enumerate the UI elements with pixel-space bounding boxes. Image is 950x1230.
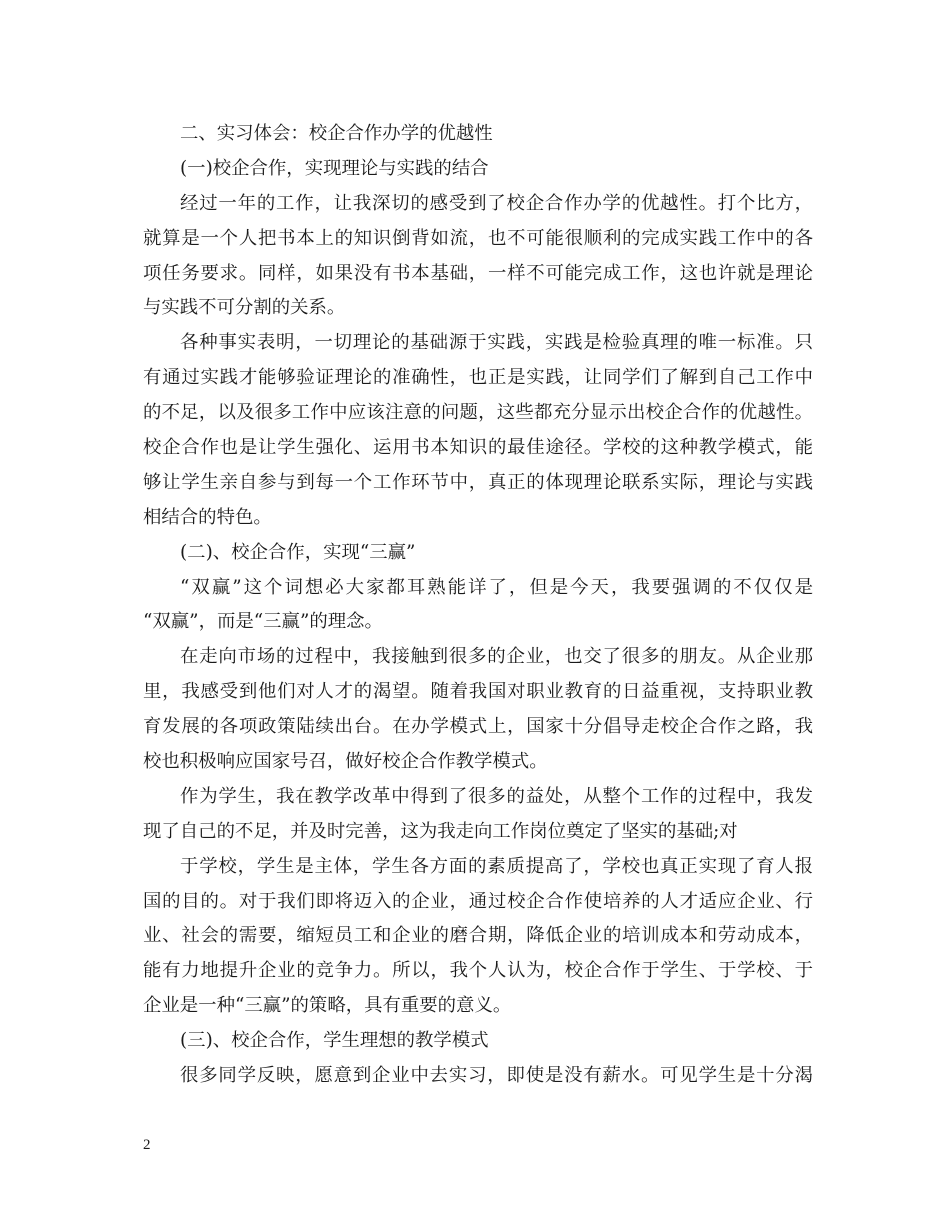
text-line: “双赢”，而是“三赢”的理念。 (143, 611, 383, 633)
text-line: 经过一年的工作，让我深切的感受到了校企合作办学的优越性。打个比方， (180, 192, 813, 214)
text-line: 里，我感受到他们对人才的渴望。随着我国对职业教育的日益重视，支持职业教 (143, 681, 813, 703)
text-line: (一)校企合作，实现理论与实践的结合 (180, 157, 489, 179)
text-line: 够让学生亲自参与到每一个工作环节中，真正的体现理论联系实际，理论与实践 (143, 471, 813, 493)
text-line: 作为学生，我在教学改革中得到了很多的益处，从整个工作的过程中，我发 (180, 785, 813, 807)
text-line: 业、社会的需要，缩短员工和企业的磨合期，降低企业的培训成本和劳动成本， (143, 925, 813, 947)
text-line: 项任务要求。同样，如果没有书本基础，一样不可能完成工作，这也许就是理论 (143, 262, 813, 284)
text-line: 的不足，以及很多工作中应该注意的问题，这些都充分显示出校企合作的优越性。 (143, 402, 813, 424)
text-line: (三)、校企合作，学生理想的教学模式 (180, 1030, 489, 1052)
text-line: 能有力地提升企业的竞争力。所以，我个人认为，校企合作于学生、于学校、于 (143, 960, 813, 982)
text-line: 在走向市场的过程中，我接触到很多的企业，也交了很多的朋友。从企业那 (180, 646, 813, 668)
text-line: 现了自己的不足，并及时完善，这为我走向工作岗位奠定了坚实的基础;对 (143, 820, 738, 842)
text-line: 就算是一个人把书本上的知识倒背如流，也不可能很顺利的完成实践工作中的各 (143, 227, 813, 249)
text-line: (二)、校企合作，实现“三赢” (180, 541, 416, 563)
text-line: 企业是一种“三赢”的策略，具有重要的意义。 (143, 995, 512, 1017)
text-line: 相结合的特色。 (143, 506, 272, 528)
text-line: 校企合作也是让学生强化、运用书本知识的最佳途径。学校的这种教学模式，能 (143, 437, 813, 459)
text-line: “双赢”这个词想必大家都耳熟能详了，但是今天，我要强调的不仅仅是 (180, 576, 813, 598)
text-line: 校也积极响应国家号召，做好校企合作教学模式。 (143, 751, 548, 773)
page-number: 2 (143, 1137, 151, 1153)
text-line: 于学校，学生是主体，学生各方面的素质提高了，学校也真正实现了育人报 (180, 855, 813, 877)
document-body (143, 117, 813, 1094)
text-line: 各种事实表明，一切理论的基础源于实践，实践是检验真理的唯一标准。只 (180, 332, 813, 354)
text-line: 有通过实践才能够验证理论的准确性，也正是实践，让同学们了解到自己工作中 (143, 367, 813, 389)
text-line: 国的目的。对于我们即将迈入的企业，通过校企合作使培养的人才适应企业、行 (143, 890, 813, 912)
text-line: 很多同学反映，愿意到企业中去实习，即使是没有薪水。可见学生是十分渴 (180, 1065, 813, 1087)
text-line: 育发展的各项政策陆续出台。在办学模式上，国家十分倡导走校企合作之路，我 (143, 716, 813, 738)
text-line: 二、实习体会：校企合作办学的优越性 (180, 123, 493, 144)
text-line: 与实践不可分割的关系。 (143, 297, 346, 319)
